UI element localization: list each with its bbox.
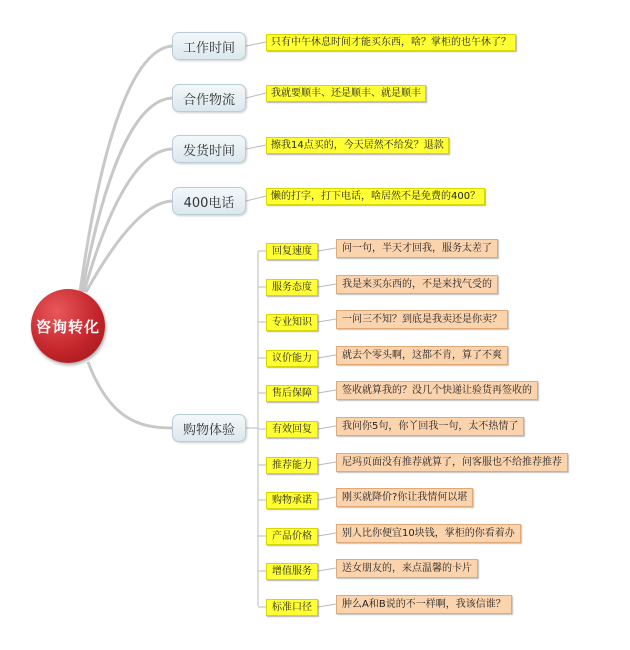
connector-category-note xyxy=(318,462,336,465)
category-tag[interactable]: 回复速度 xyxy=(266,243,318,260)
category-note: 送女朋友的，来点温馨的卡片 xyxy=(336,559,478,578)
category-note: 签收就算我的？没几个快递让验货再签收的 xyxy=(336,381,538,400)
connector-category-note xyxy=(318,497,336,500)
note-logistics: 我就要顺丰、还是顺丰、就是顺丰 xyxy=(266,85,426,102)
category-tag[interactable]: 购物承诺 xyxy=(266,492,318,509)
category-tag[interactable]: 增值服务 xyxy=(266,563,318,580)
category-tag[interactable]: 专业知识 xyxy=(266,314,318,331)
category-note: 我是来买东西的，不是来找气受的 xyxy=(336,275,498,294)
connector-category-note xyxy=(318,284,336,287)
branch-shopping-experience[interactable]: 购物体验 xyxy=(172,414,246,442)
category-note: 肿么A和B说的不一样啊，我该信谁？ xyxy=(336,595,512,614)
branch-400-phone[interactable]: 400电话 xyxy=(172,187,246,215)
branch-shipping-time[interactable]: 发货时间 xyxy=(172,135,246,163)
connector-category-note xyxy=(318,568,336,571)
category-note: 问一句，半天才回我，服务太差了 xyxy=(336,239,498,258)
connector-category-note xyxy=(318,533,336,536)
branch-work-time[interactable]: 工作时间 xyxy=(172,32,246,60)
category-note: 别人比你便宜10块钱，掌柜的你看着办 xyxy=(336,524,521,543)
connector-category-note xyxy=(318,426,336,429)
category-tag[interactable]: 议价能力 xyxy=(266,350,318,367)
category-tag[interactable]: 服务态度 xyxy=(266,279,318,296)
connector-category-note xyxy=(318,355,336,358)
category-note: 尼玛页面没有推荐就算了，问客服也不给推荐推荐 xyxy=(336,453,568,472)
connector-root-shopping xyxy=(88,362,172,428)
root-node[interactable]: 咨询转化 xyxy=(31,289,105,363)
connector-logistics-note xyxy=(246,93,266,98)
category-tag[interactable]: 推荐能力 xyxy=(266,457,318,474)
category-tag[interactable]: 标准口径 xyxy=(266,599,318,616)
note-400-phone: 懒的打字，打下电话，啥居然不是免费的400？ xyxy=(266,188,485,205)
connector-category-note xyxy=(318,604,336,607)
category-note: 就去个零头啊，这都不肯，算了不爽 xyxy=(336,346,508,365)
branch-logistics[interactable]: 合作物流 xyxy=(172,84,246,112)
connector-category-note xyxy=(318,319,336,322)
connector-category-note xyxy=(318,248,336,251)
category-tag[interactable]: 售后保障 xyxy=(266,385,318,402)
note-work-time: 只有中午休息时间才能买东西，啥？掌柜的也午休了？ xyxy=(266,34,516,51)
category-tag[interactable]: 有效回复 xyxy=(266,421,318,438)
note-shipping-time: 擦我14点买的，今天居然不给发？退款 xyxy=(266,137,449,154)
category-tag[interactable]: 产品价格 xyxy=(266,528,318,545)
category-note: 一问三不知？到底是我卖还是你卖？ xyxy=(336,310,508,329)
category-note: 刚买就降价?你让我情何以堪 xyxy=(336,488,473,507)
connector-category-note xyxy=(318,390,336,393)
connector-phone-note xyxy=(246,196,266,201)
connector-shipping-note xyxy=(246,145,266,149)
connector-worktime-note xyxy=(246,42,266,46)
category-note: 我问你5句，你丫回我一句，太不热情了 xyxy=(336,417,524,436)
